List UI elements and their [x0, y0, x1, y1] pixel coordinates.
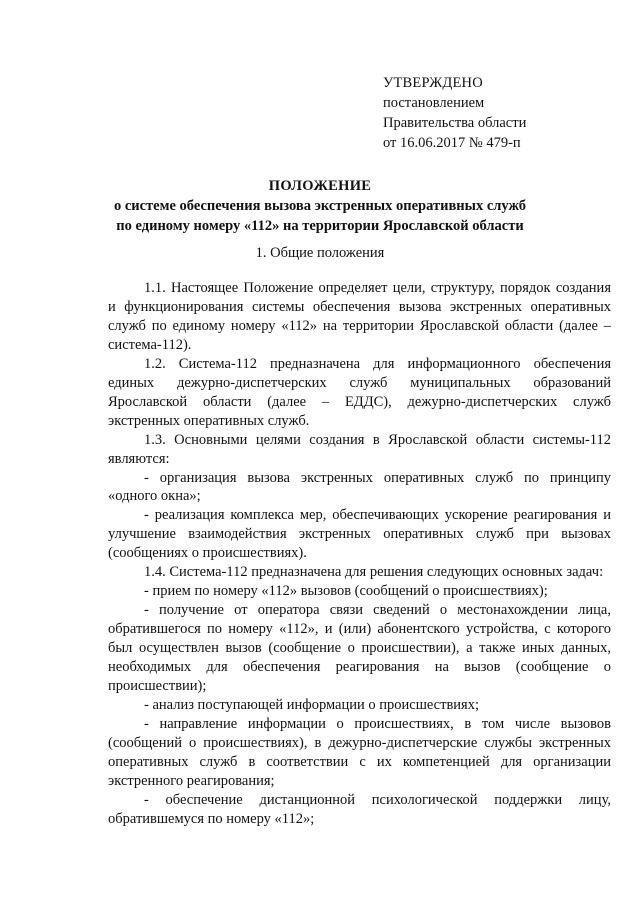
list-item: - получение от оператора связи сведений о местонахождении лица, обратившегося по номеру «112», и (или) абонентского устройства, с которого был осуществлен вызов (сообщение о происшествии), а также иных данных, необходимых для обеспечения реагирования на вызов (сообщение о происшествии); — [108, 602, 611, 695]
document-body — [108, 279, 611, 829]
approval-line: Правительства области — [383, 115, 527, 131]
list-item: - прием по номеру «112» вызовов (сообщений о происшествиях); — [144, 583, 548, 600]
list-item: - направление информации о происшествиях, в том числе вызовов (сообщений о происшествиях), в дежурно-диспетчерские службы экстренных оперативных служб в соответствии с их компетенцией для организации экстренного реагирования; — [108, 715, 611, 789]
paragraph: 1.2. Система-112 предназначена для информационного обеспечения единых дежурно-диспетчерских служб муниципальных образований Ярославской области (далее – ЕДДС), дежурно-диспетчерских служб экстренных оперативных служб. — [108, 355, 611, 429]
section-heading: 1. Общие положения — [255, 245, 385, 261]
approval-heading: УТВЕРЖДЕНО — [383, 75, 483, 91]
list-item: - обеспечение дистанционной психологической поддержки лицу, обратившемуся по номеру «112»; — [108, 791, 611, 827]
title-line: по единому номеру «112» на территории Ярославской области — [116, 218, 524, 234]
approval-line: постановлением — [383, 95, 485, 111]
title-main: ПОЛОЖЕНИЕ — [268, 178, 372, 194]
paragraph: 1.1. Настоящее Положение определяет цели, структуру, порядок создания и функционирования системы обеспечения вызова экстренных оперативных служб по единому номеру «112» на территории Ярославской области (далее – система-112). — [108, 280, 611, 353]
paragraph: 1.3. Основными целями создания в Ярославской области системы-112 являются: — [108, 431, 611, 467]
paragraph: 1.4. Система-112 предназначена для решения следующих основных задач: — [144, 564, 604, 581]
approval-stamp — [383, 73, 526, 153]
title-line: о системе обеспечения вызова экстренных оперативных служб — [113, 198, 527, 214]
approval-date: от 16.06.2017 № 479-п — [383, 135, 521, 151]
list-item: - анализ поступающей информации о происшествиях; — [144, 696, 480, 713]
document-title — [0, 176, 640, 236]
list-item: - организация вызова экстренных оперативных служб по принципу «одного окна»; — [108, 469, 611, 505]
list-item: - реализация комплекса мер, обеспечивающих ускорение реагирования и улучшение взаимодействия экстренных оперативных служб при вызовах (сообщениях о происшествиях). — [108, 507, 611, 562]
